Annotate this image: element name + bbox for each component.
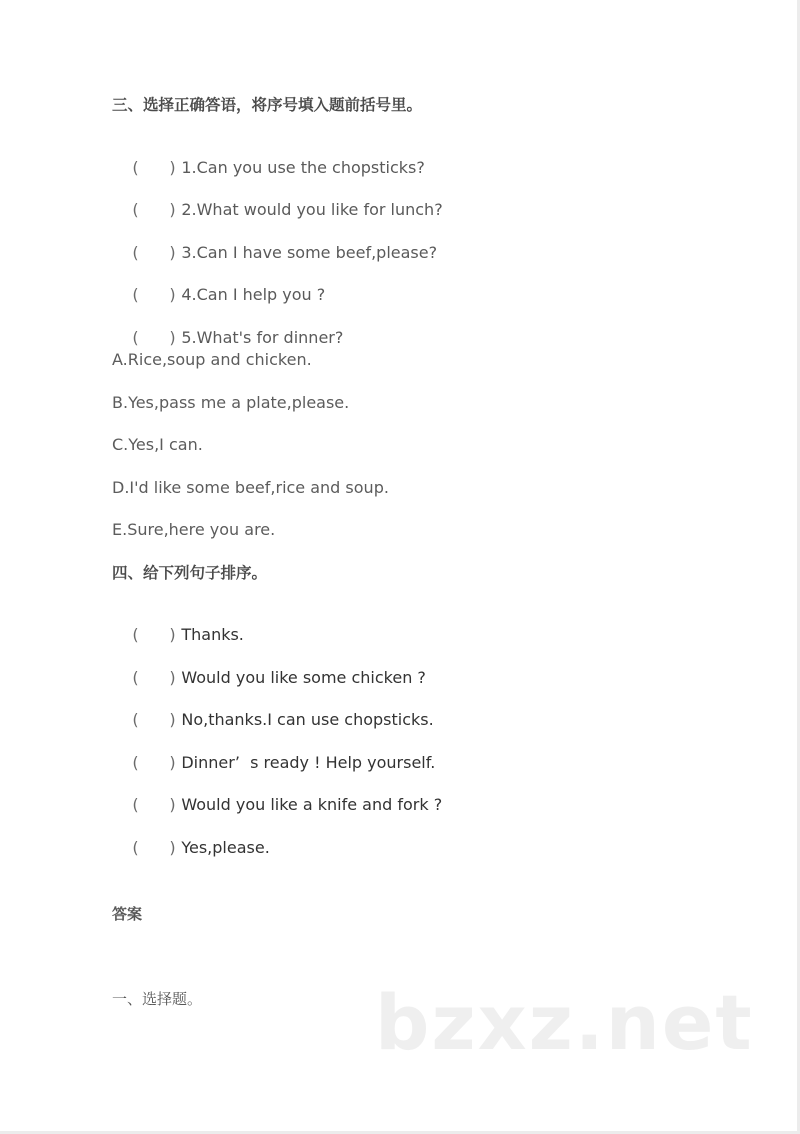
option-b: B.Yes,pass me a plate,please. xyxy=(112,393,350,412)
sequence-row xyxy=(112,818,270,878)
sentence-text: Yes,please. xyxy=(181,838,270,857)
answer-paren-close: ) xyxy=(169,753,176,772)
answer-paren-open: ( xyxy=(132,795,139,814)
answer-paren-open: ( xyxy=(132,243,139,262)
answer-paren-open: ( xyxy=(132,838,139,857)
answer-paren-close: ) xyxy=(169,200,176,219)
answer-paren-close: ) xyxy=(169,285,176,304)
answer-paren-close: ) xyxy=(169,158,176,177)
section3-heading: 三、选择正确答语，将序号填入题前括号里。 xyxy=(112,96,423,114)
sentence-text: Would you like some chicken ? xyxy=(181,668,426,687)
question-text: 4.Can I help you ? xyxy=(181,285,326,304)
answer-paren-open: ( xyxy=(132,328,139,347)
sentence-text: Would you like a knife and fork ? xyxy=(181,795,443,814)
answer-paren-open: ( xyxy=(132,753,139,772)
question-text: 1.Can you use the chopsticks? xyxy=(181,158,425,177)
answer-paren-close: ) xyxy=(169,328,176,347)
answers-subheading: 一、选择题。 xyxy=(112,990,203,1008)
watermark: bzxz.net xyxy=(375,978,754,1067)
sentence-text: No,thanks.I can use chopsticks. xyxy=(181,710,434,729)
answers-heading: 答案 xyxy=(112,905,143,923)
answer-paren-open: ( xyxy=(132,625,139,644)
option-d: D.I'd like some beef,rice and soup. xyxy=(112,478,389,497)
answer-paren-close: ) xyxy=(169,795,176,814)
answer-paren-open: ( xyxy=(132,285,139,304)
option-c: C.Yes,I can. xyxy=(112,435,203,454)
option-a: A.Rice,soup and chicken. xyxy=(112,350,312,369)
question-text: 3.Can I have some beef,please? xyxy=(181,243,438,262)
sentence-text: Thanks. xyxy=(181,625,244,644)
answer-paren-close: ) xyxy=(169,710,176,729)
answer-paren-close: ) xyxy=(169,668,176,687)
answer-paren-close: ) xyxy=(169,625,176,644)
answer-paren-open: ( xyxy=(132,710,139,729)
answer-paren-open: ( xyxy=(132,158,139,177)
answer-paren-close: ) xyxy=(169,243,176,262)
answer-paren-open: ( xyxy=(132,200,139,219)
section4-heading: 四、给下列句子排序。 xyxy=(112,564,268,582)
option-e: E.Sure,here you are. xyxy=(112,520,276,539)
question-text: 5.What's for dinner? xyxy=(181,328,344,347)
sentence-text: Dinner’ s ready ! Help yourself. xyxy=(181,753,436,772)
answer-paren-close: ) xyxy=(169,838,176,857)
question-text: 2.What would you like for lunch? xyxy=(181,200,443,219)
answer-paren-open: ( xyxy=(132,668,139,687)
